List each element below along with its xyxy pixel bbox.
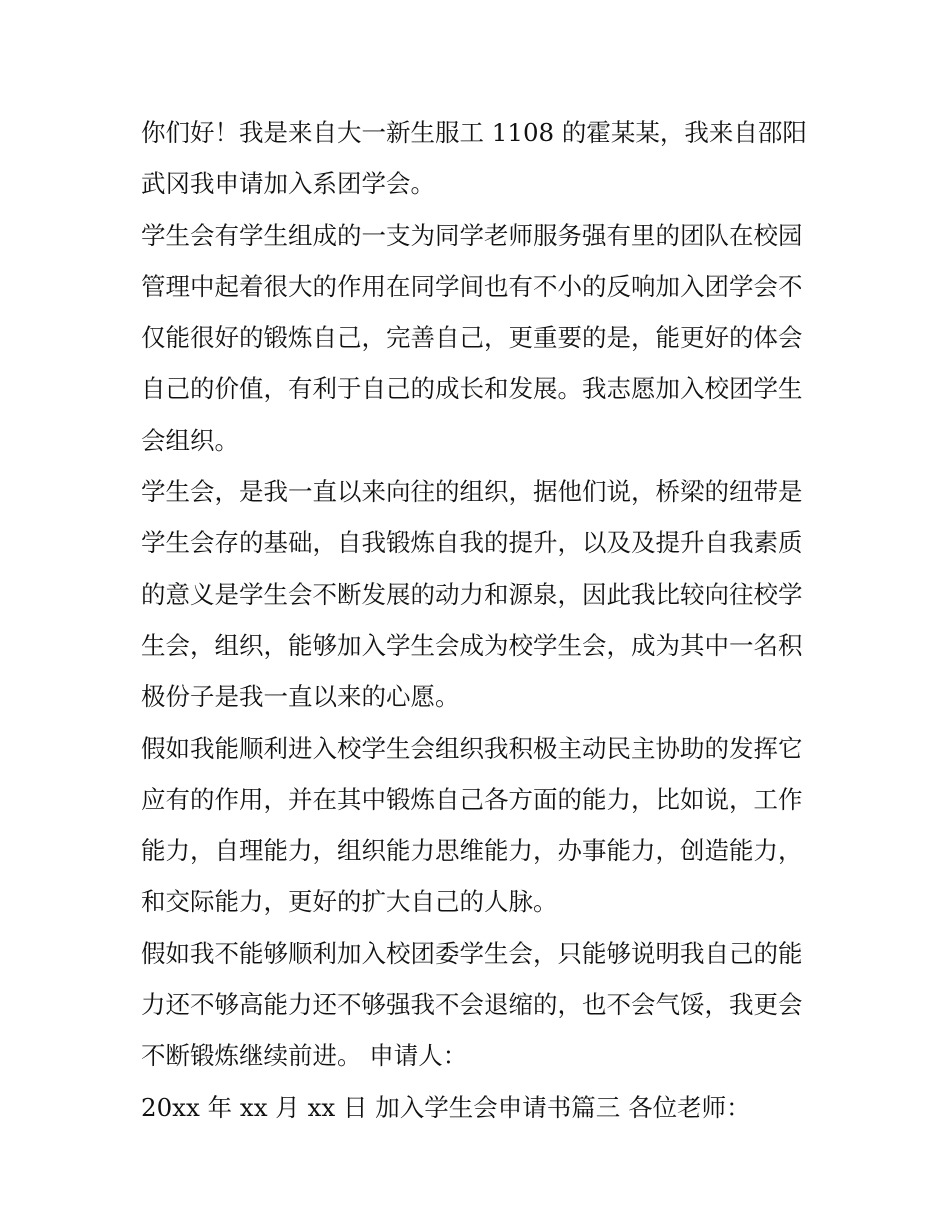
text-line: 武冈我申请加入系团学会。 [141, 169, 435, 199]
text-line: 管理中起着很大的作用在同学间也有不小的反响加入团学会不 [141, 271, 803, 301]
text-line: 自己的价值，有利于自己的成长和发展。我志愿加入校团学生 [141, 374, 803, 404]
text-line: 不断锻炼继续前进。 申请人： [141, 1041, 468, 1071]
document-body [141, 107, 831, 1133]
text-line: 力还不够高能力还不够强我不会退缩的，也不会气馁，我更会 [141, 990, 803, 1020]
text-line: 会组织。 [141, 425, 239, 455]
text-line: 20xx 年 xx 月 xx 日 加入学生会申请书篇三 各位老师： [141, 1092, 751, 1122]
text-line: 能力，自理能力，组织能力思维能力，办事能力，创造能力， [141, 836, 803, 866]
text-line: 假如我不能够顺利加入校团委学生会，只能够说明我自己的能 [141, 938, 803, 968]
text-line: 极份子是我一直以来的心愿。 [141, 682, 460, 712]
text-line: 和交际能力，更好的扩大自己的人脉。 [141, 887, 558, 917]
text-line: 的意义是学生会不断发展的动力和源泉，因此我比较向往校学 [141, 579, 803, 609]
text-line: 假如我能顺利进入校学生会组织我积极主动民主协助的发挥它 [141, 733, 803, 763]
text-line: 生会，组织，能够加入学生会成为校学生会，成为其中一名积 [141, 630, 803, 660]
text-line: 学生会，是我一直以来向往的组织，据他们说，桥梁的纽带是 [141, 477, 803, 507]
text-line: 学生会有学生组成的一支为同学老师服务强有里的团队在校园 [141, 220, 803, 250]
text-line: 应有的作用，并在其中锻炼自己各方面的能力，比如说，工作 [141, 784, 803, 814]
text-line: 学生会存的基础，自我锻炼自我的提升，以及及提升自我素质 [141, 528, 803, 558]
text-line: 你们好！我是来自大一新生服工 1108 的霍某某，我来自邵阳 [141, 118, 807, 147]
text-line: 仅能很好的锻炼自己，完善自己，更重要的是，能更好的体会 [141, 323, 803, 353]
